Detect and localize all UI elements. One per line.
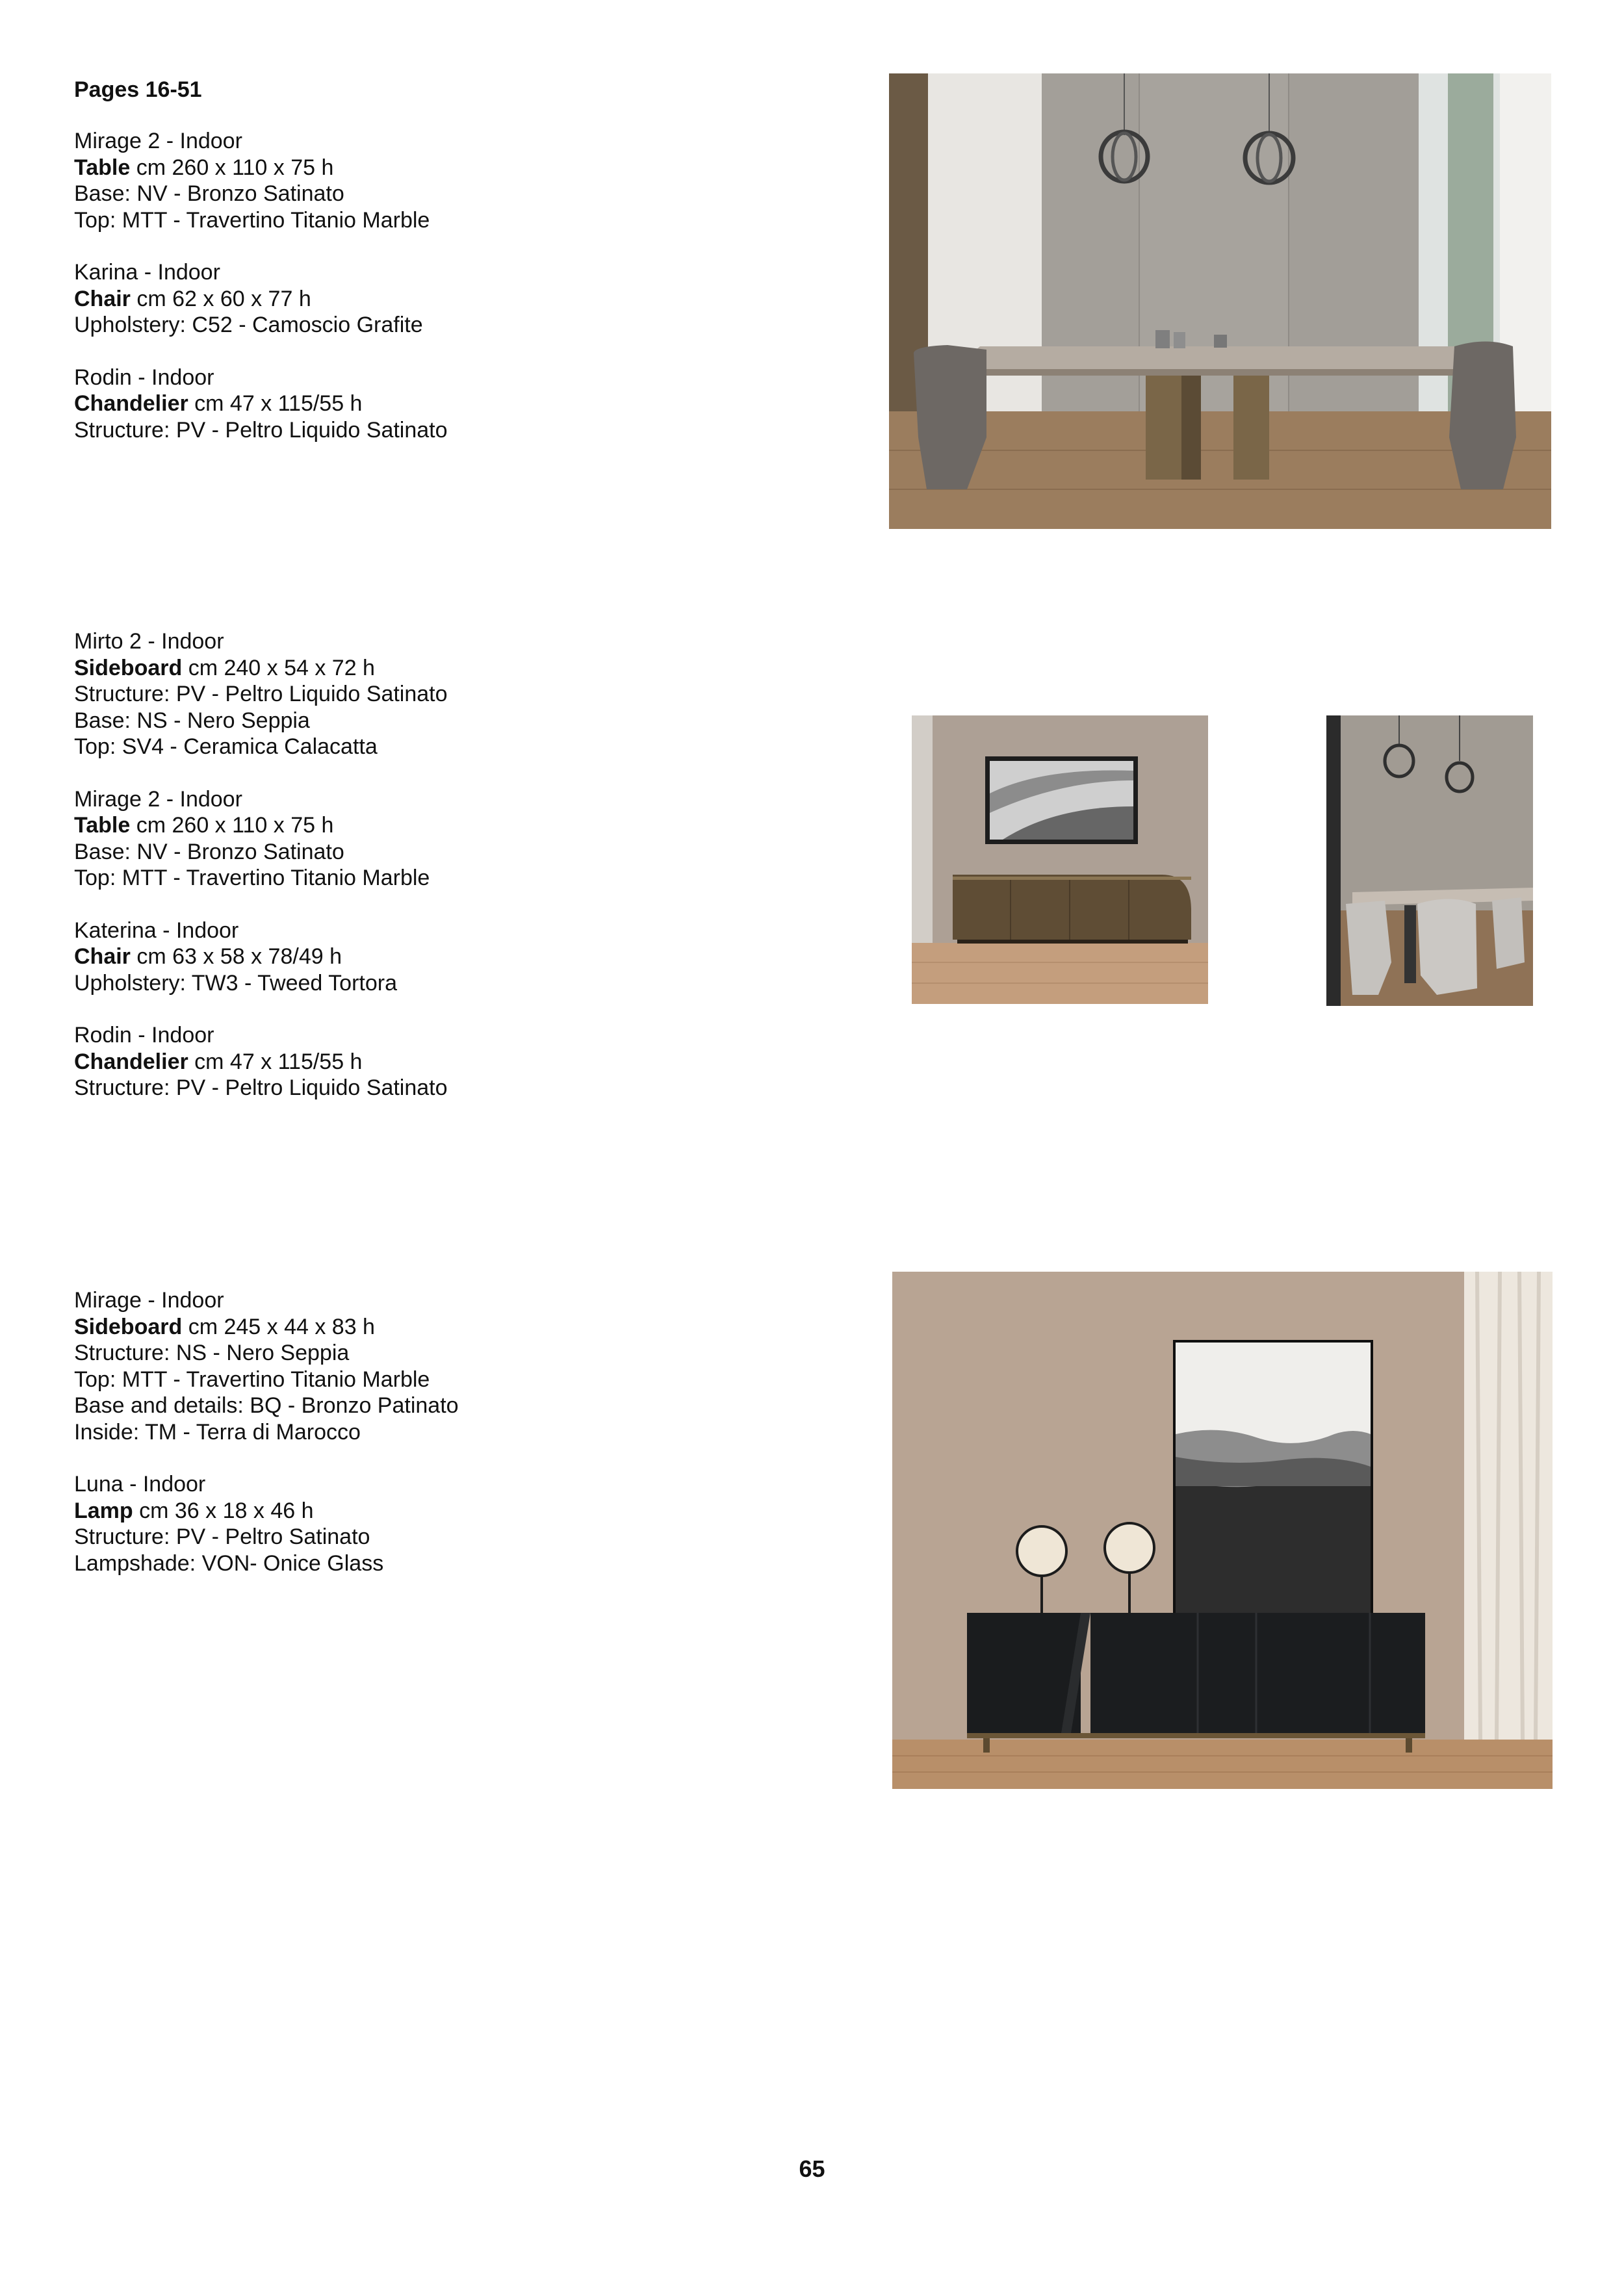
product-dimensions [74,655,854,682]
product-dimensions [74,1498,854,1524]
product-dimensions [74,812,854,839]
spec-line: Upholstery: C52 - Camoscio Grafite [74,313,423,337]
product-type: Chandelier [74,1049,188,1074]
spec-line: Base: NS - Nero Seppia [74,708,310,733]
section-2-specs [74,628,854,1127]
dimensions-value: cm 36 x 18 x 46 h [133,1498,314,1523]
spec-line: Structure: PV - Peltro Liquido Satinato [74,682,448,706]
spec-line: Structure: NS - Nero Seppia [74,1341,350,1365]
spec-entry [74,918,854,997]
product-type: Sideboard [74,655,183,680]
section-1-specs [74,128,854,469]
spec-line: Top: SV4 - Ceramica Calacatta [74,734,378,759]
dimensions-value: cm 63 x 58 x 78/49 h [130,944,342,969]
product-name: Rodin - Indoor [74,1023,214,1048]
spec-entry [74,1287,854,1445]
dining-nook-photo [1326,715,1533,1006]
product-dimensions [74,1314,854,1341]
product-name: Rodin - Indoor [74,365,214,390]
product-name: Mirage 2 - Indoor [74,786,242,812]
spec-line: Base and details: BQ - Bronzo Patinato [74,1393,459,1418]
spec-line: Structure: PV - Peltro Satinato [74,1524,370,1549]
product-name: Luna - Indoor [74,1472,206,1497]
product-type: Table [74,813,131,838]
dimensions-value: cm 47 x 115/55 h [188,391,363,416]
spec-line: Inside: TM - Terra di Marocco [74,1419,361,1445]
product-type: Chair [74,944,131,969]
spec-entry [74,1471,854,1576]
spec-entry [74,128,854,233]
page-heading: Pages 16-51 [74,77,202,102]
spec-entry [74,786,854,892]
spec-line: Base: NV - Bronzo Satinato [74,839,344,864]
spec-line: Structure: PV - Peltro Liquido Satinato [74,417,448,443]
product-dimensions [74,391,854,417]
spec-line: Top: MTT - Travertino Titanio Marble [74,1367,430,1392]
page-number: 65 [799,2155,825,2182]
dimensions-value: cm 245 x 44 x 83 h [182,1314,375,1339]
product-type: Sideboard [74,1314,183,1339]
section-3-specs [74,1287,854,1602]
spec-entry [74,1022,854,1101]
product-name: Mirage 2 - Indoor [74,129,242,153]
product-dimensions [74,286,854,313]
product-type: Table [74,155,131,180]
spec-entry [74,365,854,444]
product-type: Lamp [74,1498,133,1523]
spec-line: Top: MTT - Travertino Titanio Marble [74,207,430,233]
product-dimensions [74,1049,854,1075]
product-name: Mirage - Indoor [74,1288,224,1313]
sideboard-lamps-photo [892,1272,1553,1789]
dimensions-value: cm 62 x 60 x 77 h [130,286,311,311]
spec-entry [74,628,854,760]
spec-line: Top: MTT - Travertino Titanio Marble [74,866,430,890]
product-dimensions [74,944,854,970]
product-name: Katerina - Indoor [74,918,239,943]
product-type: Chandelier [74,391,188,416]
spec-line: Lampshade: VON- Onice Glass [74,1550,384,1576]
product-type: Chair [74,286,131,311]
dimensions-value: cm 47 x 115/55 h [188,1049,363,1074]
spec-line: Base: NV - Bronzo Satinato [74,181,344,206]
spec-line: Upholstery: TW3 - Tweed Tortora [74,970,397,996]
dining-room-photo [889,73,1551,529]
product-name: Karina - Indoor [74,260,220,285]
dimensions-value: cm 240 x 54 x 72 h [182,655,375,680]
spec-entry [74,259,854,339]
dimensions-value: cm 260 x 110 x 75 h [130,813,334,838]
dimensions-value: cm 260 x 110 x 75 h [130,155,334,180]
product-dimensions [74,155,854,181]
spec-line: Structure: PV - Peltro Liquido Satinato [74,1075,448,1100]
product-name: Mirto 2 - Indoor [74,629,224,654]
sideboard-photo [912,715,1208,1004]
